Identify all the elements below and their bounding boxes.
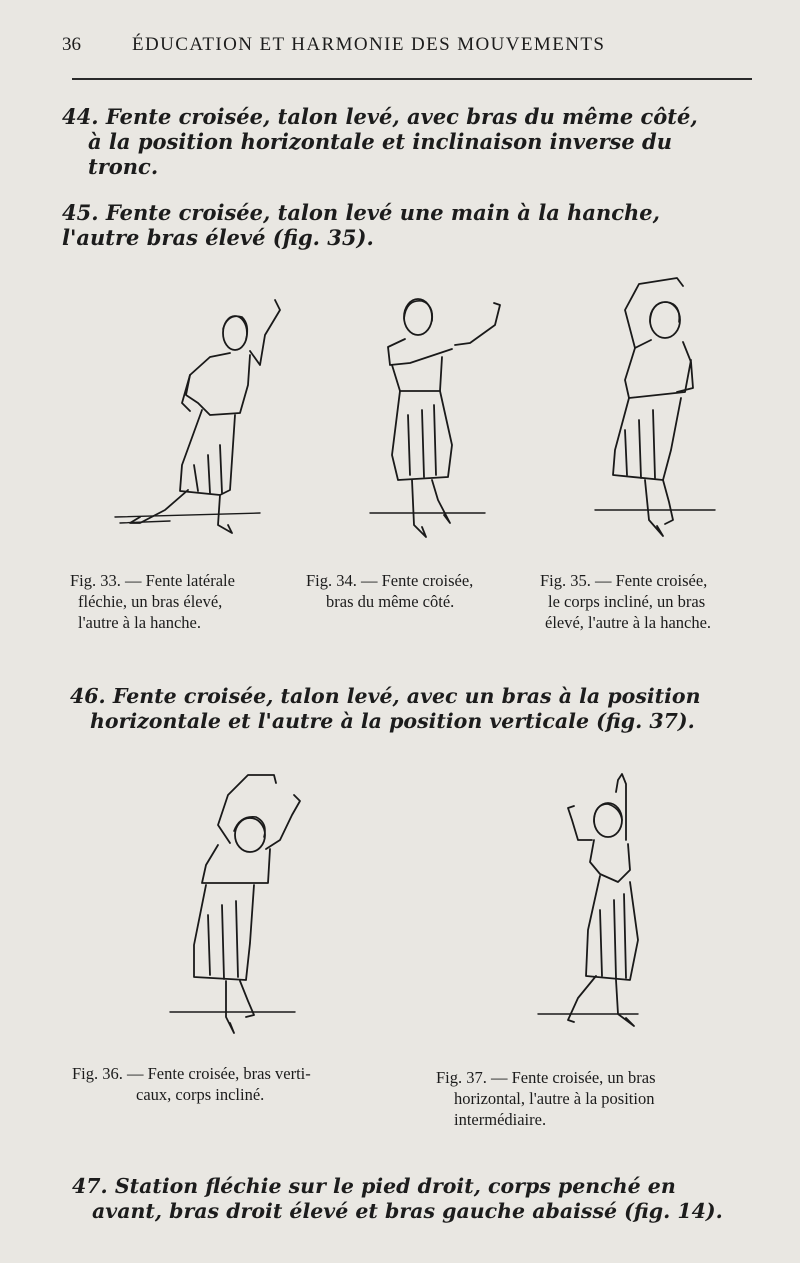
dancer-figure-34 — [370, 295, 520, 545]
exercise-47 — [72, 1174, 723, 1224]
page-header — [62, 32, 762, 62]
exercise-47-number: 47. — [72, 1174, 108, 1198]
exercise-44 — [62, 104, 698, 179]
page-number: 36 — [62, 34, 81, 55]
exercise-44-line-1: 44. Fente croisée, talon levé, avec bras du même côté, — [62, 104, 698, 129]
exercise-47-line-1: 47. Station fléchie sur le pied droit, corps penché en — [72, 1174, 676, 1198]
exercise-44-line-3: tronc. — [88, 154, 159, 179]
dancer-figure-33 — [110, 295, 280, 545]
exercise-45-number: 45. — [62, 200, 99, 225]
exercise-45 — [62, 200, 660, 250]
exercise-46 — [70, 684, 701, 734]
dancer-figure-36 — [170, 765, 305, 1045]
exercise-47-line-2: avant, bras droit élevé et bras gauche abaissé (fig. 14). — [92, 1199, 723, 1223]
caption-fig-37: Fig. 37. — Fente croisée, un bras horizontal, l'autre à la position intermédiaire. — [436, 1068, 656, 1129]
exercise-46-line-2: horizontale et l'autre à la position verticale (fig. 37). — [90, 709, 695, 733]
dancer-figure-37 — [538, 770, 658, 1045]
caption-fig-33: Fig. 33. — Fente latérale fléchie, un bras élevé, l'autre à la hanche. — [70, 571, 235, 632]
header-rule — [72, 78, 752, 80]
exercise-46-number: 46. — [70, 684, 106, 708]
dancer-figure-35 — [595, 270, 735, 545]
exercise-44-number: 44. — [62, 104, 99, 129]
caption-fig-34: Fig. 34. — Fente croisée, bras du même côté. — [306, 571, 474, 611]
caption-fig-36: Fig. 36. — Fente croisée, bras verti- caux, corps incliné. — [72, 1064, 311, 1104]
exercise-45-line-1: 45. Fente croisée, talon levé une main à la hanche, — [62, 200, 660, 225]
exercise-46-line-1: 46. Fente croisée, talon levé, avec un bras à la position — [70, 684, 701, 708]
exercise-44-line-2: à la position horizontale et inclinaison inverse du — [88, 129, 672, 154]
running-title: ÉDUCATION ET HARMONIE DES MOUVEMENTS — [132, 34, 606, 55]
caption-fig-35: Fig. 35. — Fente croisée, le corps incliné, un bras élevé, l'autre à la hanche. — [540, 571, 712, 632]
exercise-45-line-2: l'autre bras élevé (fig. 35). — [62, 225, 374, 250]
